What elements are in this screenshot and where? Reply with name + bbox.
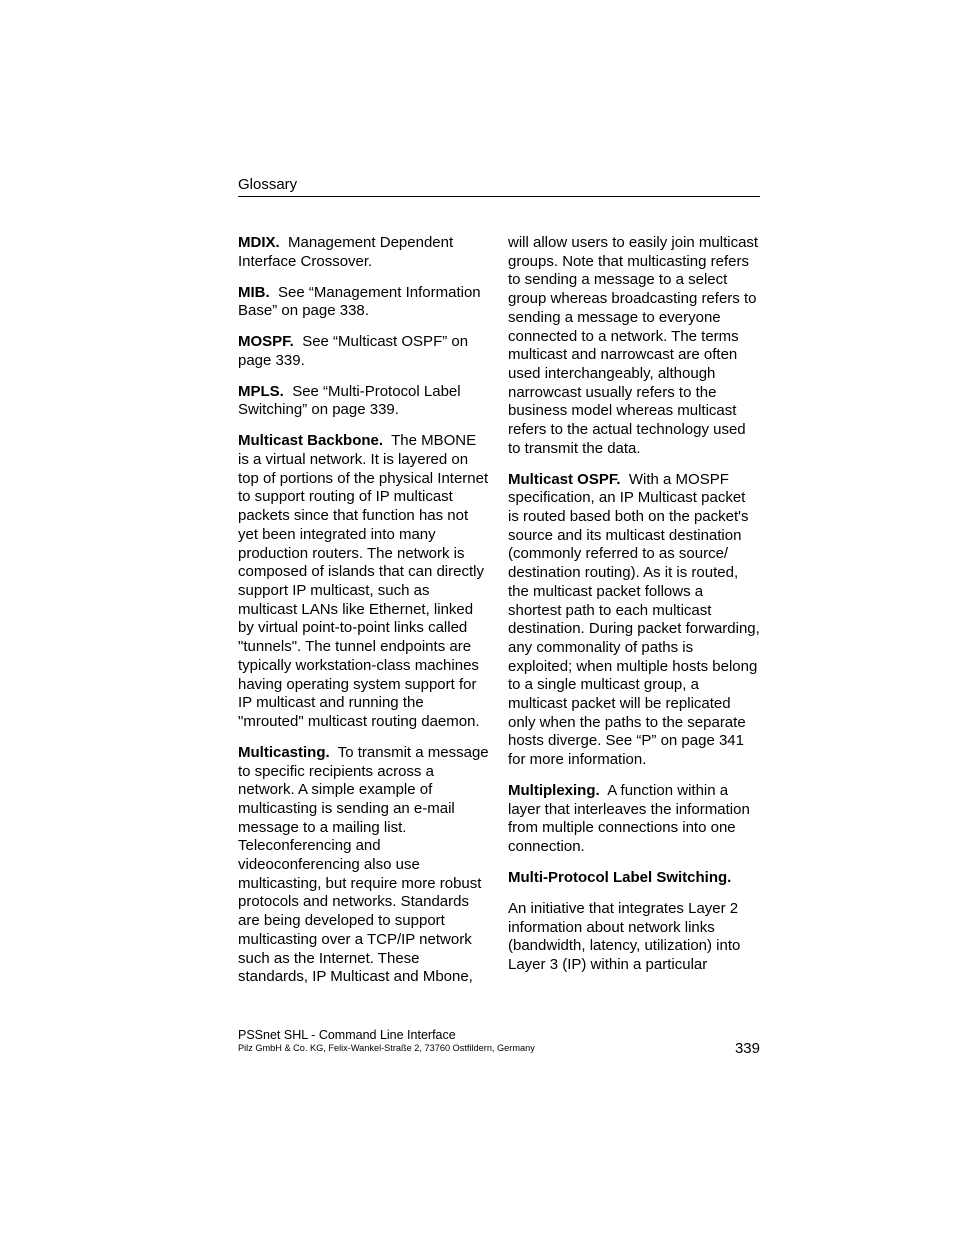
glossary-term: Multicasting. (238, 743, 330, 761)
glossary-definition: A function within a layer that interleaves the information from multiple connections into one connection. (508, 782, 750, 856)
glossary-definition: See “Multicast OSPF” on page 339. (238, 333, 469, 369)
glossary-entry-multicasting-continued (508, 234, 760, 458)
glossary-definition: To transmit a message to specific recipients across a network. A simple example of multicasting is sending an e-mail message to a mailing list. Teleconferencing and videoconferencing also use multicasting, but require more robust protocols and networks. Standards are being developed to support multicasting over a TCP/IP network such as the Internet. These standards, IP Multicast and Mbone, (238, 743, 489, 986)
footer-document-title: PSSnet SHL - Command Line Interface (238, 1028, 456, 1042)
glossary-term: Multicast OSPF. (508, 470, 621, 488)
glossary-entry-multiplexing (508, 782, 760, 857)
glossary-definition: will allow users to easily join multicast groups. Note that multicasting refers to sending a message to a select group whereas broadcasting refers to sending a message to everyone connected to a network. The terms multicast and narrowcast are often used interchangeably, although narrowcast usually refers to the business model whereas multicast refers to the actual technology used to transmit the data. (508, 234, 759, 457)
glossary-term: MPLS. (238, 382, 284, 400)
glossary-definition: With a MOSPF specification, an IP Multicast packet is routed based both on the packet's source and its multicast destination (commonly referred to as source/ destination routing). As it is routed, the multicast packet follows a shortest path to each multicast destination. During packet forwarding, any commonality of paths is exploited; when multiple hosts belong to a single multicast group, a multicast packet will be replicated only when the paths to the separate hosts diverge. See “P” on page 341 for more information. (508, 470, 760, 769)
footer-company-address: Pilz GmbH & Co. KG, Felix-Wankel-Straße 2, 73760 Ostfildern, Germany (238, 1043, 535, 1053)
glossary-definition: See “Management Information Base” on page 338. (238, 283, 481, 320)
glossary-entry-mospf (238, 333, 490, 370)
running-header: Glossary (238, 176, 298, 193)
glossary-definition: The MBONE is a virtual network. It is layered on top of portions of the physical Internet to support routing of IP multicast packets since that function has not yet been integrated into many production routers. The network is composed of islands that can directly support IP multicast, such as multicast LANs like Ethernet, linked by virtual point-to-point links called "tunnels". The tunnel endpoints are typically workstation-class machines having operating system support for IP multicast and running the "mrouted" multicast routing daemon. (238, 432, 489, 730)
glossary-term: Multicast Backbone. (238, 432, 384, 450)
glossary-definition: Management Dependent Interface Crossover. (238, 234, 454, 270)
glossary-entry-mpls-definition (508, 900, 760, 975)
glossary-definition: See “Multi-Protocol Label Switching” on page 339. (238, 382, 461, 419)
glossary-entry-multicast-ospf (508, 471, 760, 770)
glossary-entry-multicast-backbone (238, 432, 490, 731)
glossary-term: Multiplexing. (508, 782, 600, 800)
header-divider (238, 196, 760, 197)
glossary-definition: An initiative that integrates Layer 2 information about network links (bandwidth, latency, utilization) into Layer 3 (IP) within a particular (508, 899, 741, 974)
glossary-term: MIB. (238, 283, 270, 301)
glossary-entry-mib (238, 284, 490, 321)
glossary-term: MOSPF. (238, 333, 294, 351)
glossary-entry-mdix (238, 234, 490, 271)
glossary-entry-mpls-heading (508, 869, 760, 888)
glossary-term: Multi-Protocol Label Switching. (508, 869, 732, 887)
page-number: 339 (734, 1040, 760, 1057)
glossary-term: MDIX. (238, 234, 280, 251)
glossary-column-left (238, 234, 490, 999)
glossary-entry-mpls (238, 383, 490, 420)
glossary-column-right (508, 234, 760, 987)
glossary-entry-multicasting (238, 744, 490, 987)
